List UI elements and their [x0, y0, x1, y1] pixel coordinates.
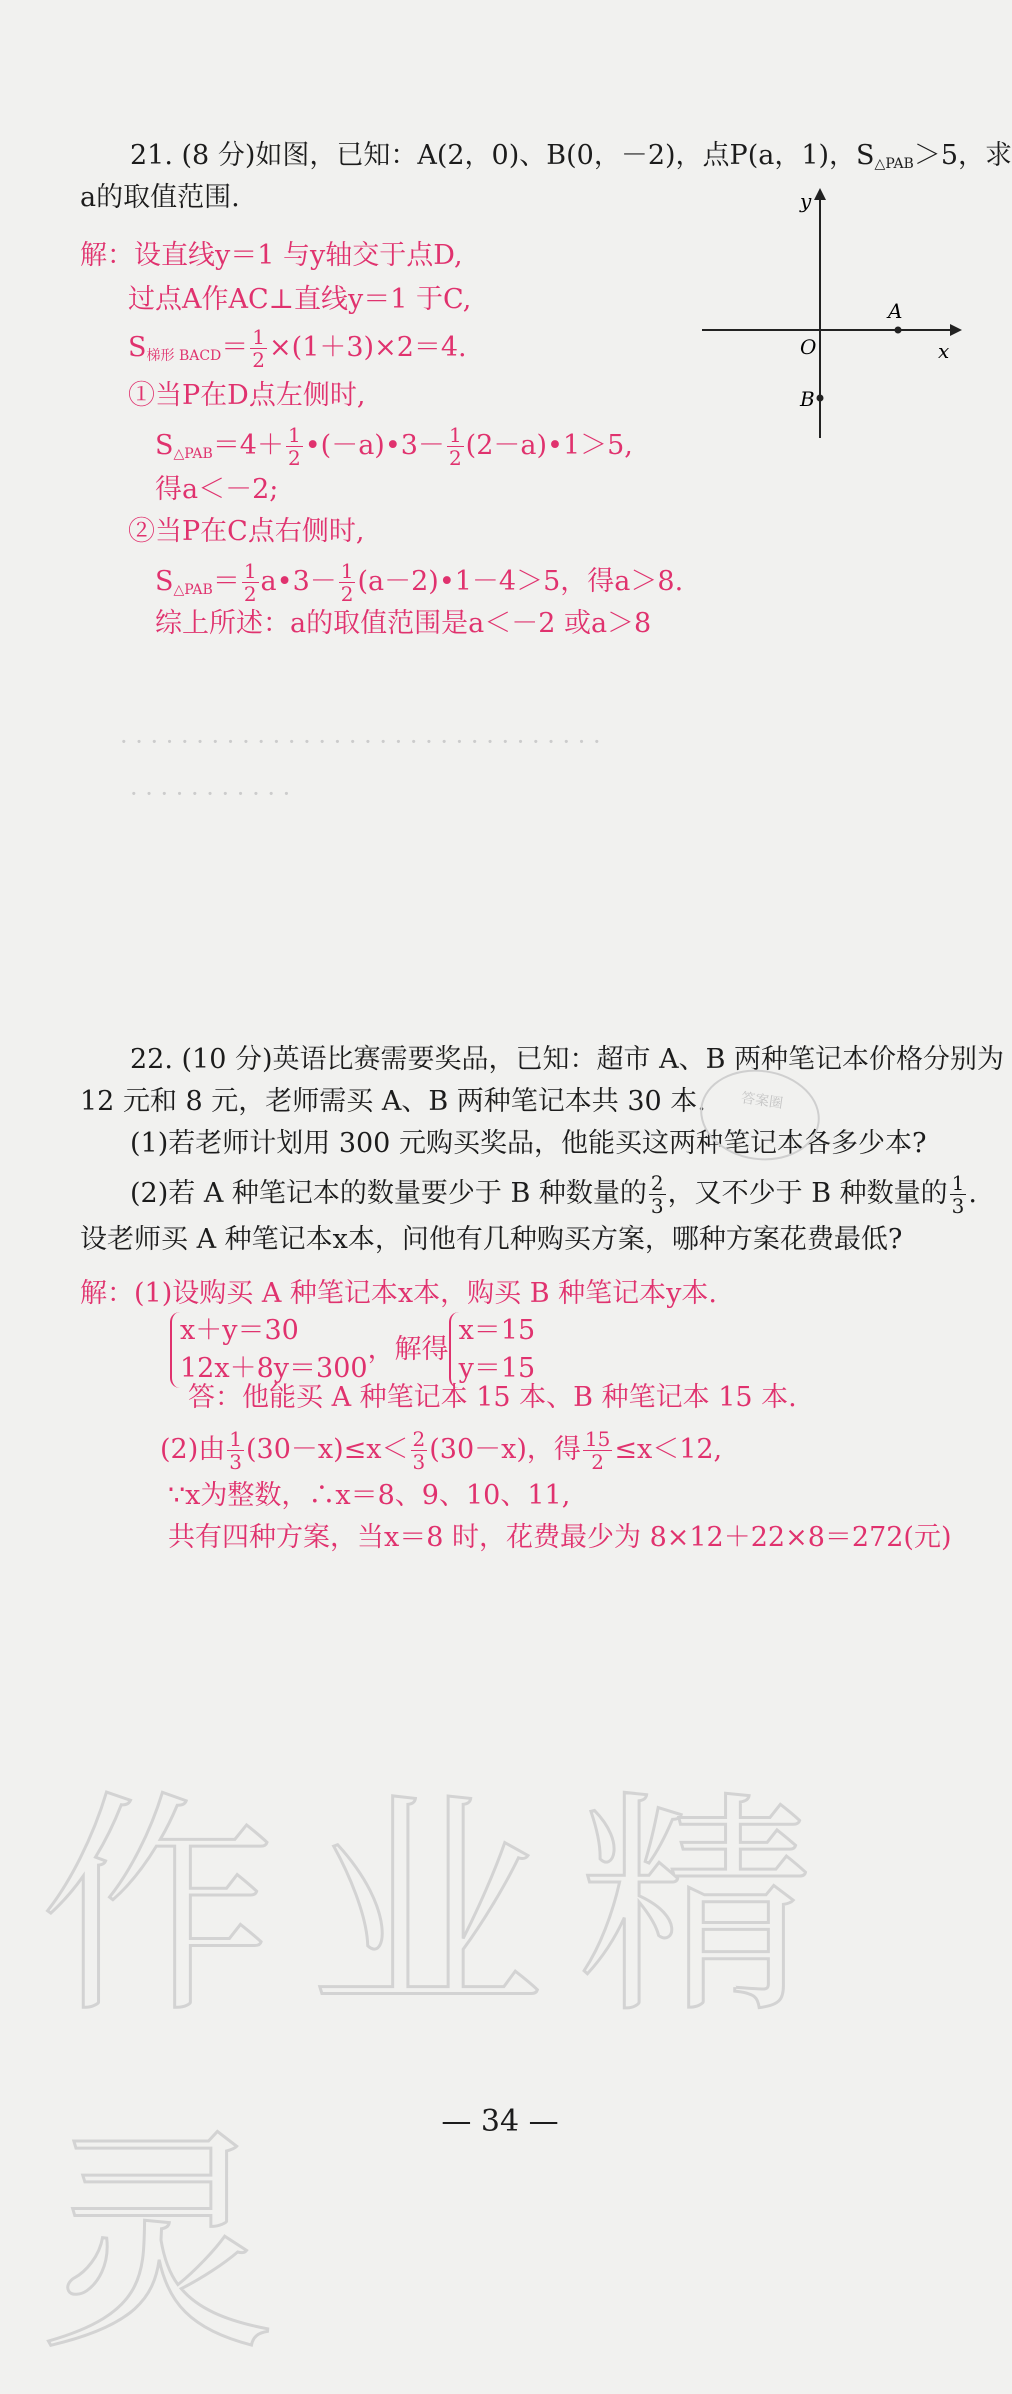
fraction-one-third	[227, 1428, 244, 1473]
fraction-one-third	[950, 1172, 967, 1217]
part2-mid: (30－x)≤x＜	[245, 1434, 409, 1465]
frac-den: 2	[591, 1450, 604, 1474]
part2-mid2: (30－x)，得	[429, 1434, 581, 1465]
point-b-label: B	[800, 387, 815, 411]
frac-num: 1	[448, 423, 462, 447]
frac-den: 2	[252, 348, 266, 372]
page-number: — 34 —	[441, 2104, 559, 2139]
case2-part-a: a•3－	[260, 566, 337, 597]
q21-case-1-result: 得a＜－2;	[155, 474, 279, 505]
frac-den: 2	[288, 446, 301, 470]
point-a	[895, 327, 902, 334]
frac-den: 3	[951, 1194, 965, 1218]
frac-num: 2	[650, 1171, 664, 1195]
fraction-half	[339, 560, 356, 605]
equals-sign: ＝	[221, 332, 249, 363]
y-axis-arrow-icon	[814, 188, 826, 200]
y-axis-label: y	[800, 189, 812, 213]
system-eq-1: x＋y＝30	[180, 1315, 299, 1346]
q21-stem-subscript: △PAB	[874, 156, 914, 172]
frac-num: 1	[288, 423, 301, 447]
q22-stem-line-3: (1)若老师计划用 300 元购买奖品，他能买这两种笔记本各多少本?	[130, 1128, 927, 1159]
coordinate-graph	[700, 188, 960, 448]
solution-y: y＝15	[458, 1353, 536, 1384]
q22-answer-line-3: ∵x为整数，∴x＝8、9、10、11,	[168, 1480, 571, 1511]
pab-subscript: △PAB	[173, 446, 213, 462]
q22-stem-4-part-a: (2)若 A 种笔记本的数量要少于 B 种数量的	[130, 1178, 647, 1209]
answer-stamp: 答案圈	[694, 1062, 825, 1168]
q21-answer-line-1: 解：设直线y＝1 与y轴交于点D,	[80, 240, 463, 271]
frac-num: 1	[243, 559, 257, 583]
pab-subscript: △PAB	[173, 582, 213, 598]
q21-case-1-equation	[155, 424, 633, 472]
part2-prefix: (2)由	[160, 1434, 226, 1465]
case1-part-b: •(－a)•3－	[304, 430, 445, 461]
fraction-two-thirds	[411, 1428, 428, 1473]
solve-word: ，解得	[367, 1334, 449, 1365]
frac-num: 1	[340, 559, 354, 583]
watermark-text: 作业精灵	[40, 1772, 847, 2382]
q22-stem-4-part-c: .	[968, 1178, 977, 1209]
q21-stem-text: 21. (8 分)如图，已知：A(2，0)、B(0，－2)，点P(a，1)，S	[130, 140, 875, 171]
frac-num: 1	[229, 1427, 242, 1451]
area-symbol: S	[128, 332, 147, 363]
fraction-half	[242, 560, 259, 605]
equals-sign: ＝	[212, 566, 240, 597]
system-eq-2: 12x＋8y＝300	[180, 1353, 368, 1384]
origin-label: O	[800, 335, 817, 359]
q22-answer-line-4: 共有四种方案，当x＝8 时，花费最少为 8×12＋22×8＝272(元)	[168, 1522, 952, 1553]
fraction-fifteen-halves	[583, 1428, 612, 1473]
case1-part-a: ＝4＋	[212, 430, 284, 461]
q21-trapezoid-area	[128, 326, 467, 374]
q21-conclusion: 综上所述：a的取值范围是a＜－2 或a＞8	[155, 608, 652, 639]
fraction-half	[250, 326, 267, 371]
point-b	[817, 395, 824, 402]
q22-stem-line-4	[130, 1172, 977, 1217]
point-a-label: A	[888, 299, 903, 323]
q22-stem-line-2: 12 元和 8 元，老师需买 A、B 两种笔记本共 30 本.	[80, 1086, 706, 1117]
area-symbol: S	[155, 430, 174, 461]
part2-tail: ≤x＜12,	[614, 1434, 723, 1465]
frac-den: 2	[448, 446, 462, 470]
q22-stem-line-1: 22. (10 分)英语比赛需要奖品，已知：超市 A、B 两种笔记本价格分别为	[130, 1044, 1005, 1075]
solution-x: x＝15	[458, 1315, 536, 1346]
q21-answer-case-1: ①当P在D点左侧时,	[128, 380, 366, 411]
q22-stem-line-5: 设老师买 A 种笔记本x本，问他有几种购买方案，哪种方案花费最低?	[80, 1224, 903, 1255]
q22-answer-statement: 答：他能买 A 种笔记本 15 本、B 种笔记本 15 本.	[188, 1382, 797, 1413]
x-axis-label: x	[938, 339, 950, 363]
q21-answer-line-2: 过点A作AC⊥直线y＝1 于C,	[128, 284, 472, 315]
system-brace-1	[170, 1312, 368, 1388]
q21-stem-line-2: a的取值范围.	[80, 182, 240, 213]
fraction-half	[447, 424, 464, 469]
q22-answer-line-1: 解：(1)设购买 A 种笔记本x本，购买 B 种笔记本y本.	[80, 1278, 717, 1309]
frac-den: 3	[650, 1194, 664, 1218]
q21-answer-case-2: ②当P在C点右侧时,	[128, 516, 365, 547]
frac-num: 1	[252, 325, 266, 349]
q22-equation-system	[170, 1312, 535, 1388]
case1-part-c: (2－a)•1＞5,	[465, 430, 633, 461]
frac-den: 2	[340, 582, 354, 606]
case2-part-b: (a－2)•1－4＞5，得a＞8.	[357, 566, 684, 597]
trapezoid-subscript: 梯形 BACD	[146, 348, 222, 364]
frac-num: 2	[412, 1427, 426, 1451]
q21-stem-tail: ＞5，求	[913, 140, 1012, 171]
q21-case-2-equation	[155, 560, 683, 608]
bleed-through-text: · · · · · · · · · · · · · · · · · · · · · · · · · · · · · · · ·	[120, 728, 601, 756]
trapezoid-rest: ×(1＋3)×2＝4.	[269, 332, 467, 363]
area-symbol: S	[155, 566, 174, 597]
fraction-two-thirds	[649, 1172, 666, 1217]
q21-stem-line-1	[130, 138, 1012, 182]
frac-den: 2	[243, 582, 257, 606]
frac-den: 3	[229, 1450, 242, 1474]
frac-num: 1	[951, 1171, 965, 1195]
bleed-through-text: · · · · · · · · · · ·	[130, 780, 291, 808]
x-axis-arrow-icon	[950, 324, 962, 336]
fraction-half	[286, 424, 303, 469]
frac-num: 15	[584, 1427, 611, 1451]
system-brace-2	[449, 1312, 536, 1388]
q22-stem-4-part-b: ，又不少于 B 种数量的	[667, 1178, 948, 1209]
frac-den: 3	[412, 1450, 426, 1474]
q22-answer-part-2	[160, 1428, 722, 1473]
